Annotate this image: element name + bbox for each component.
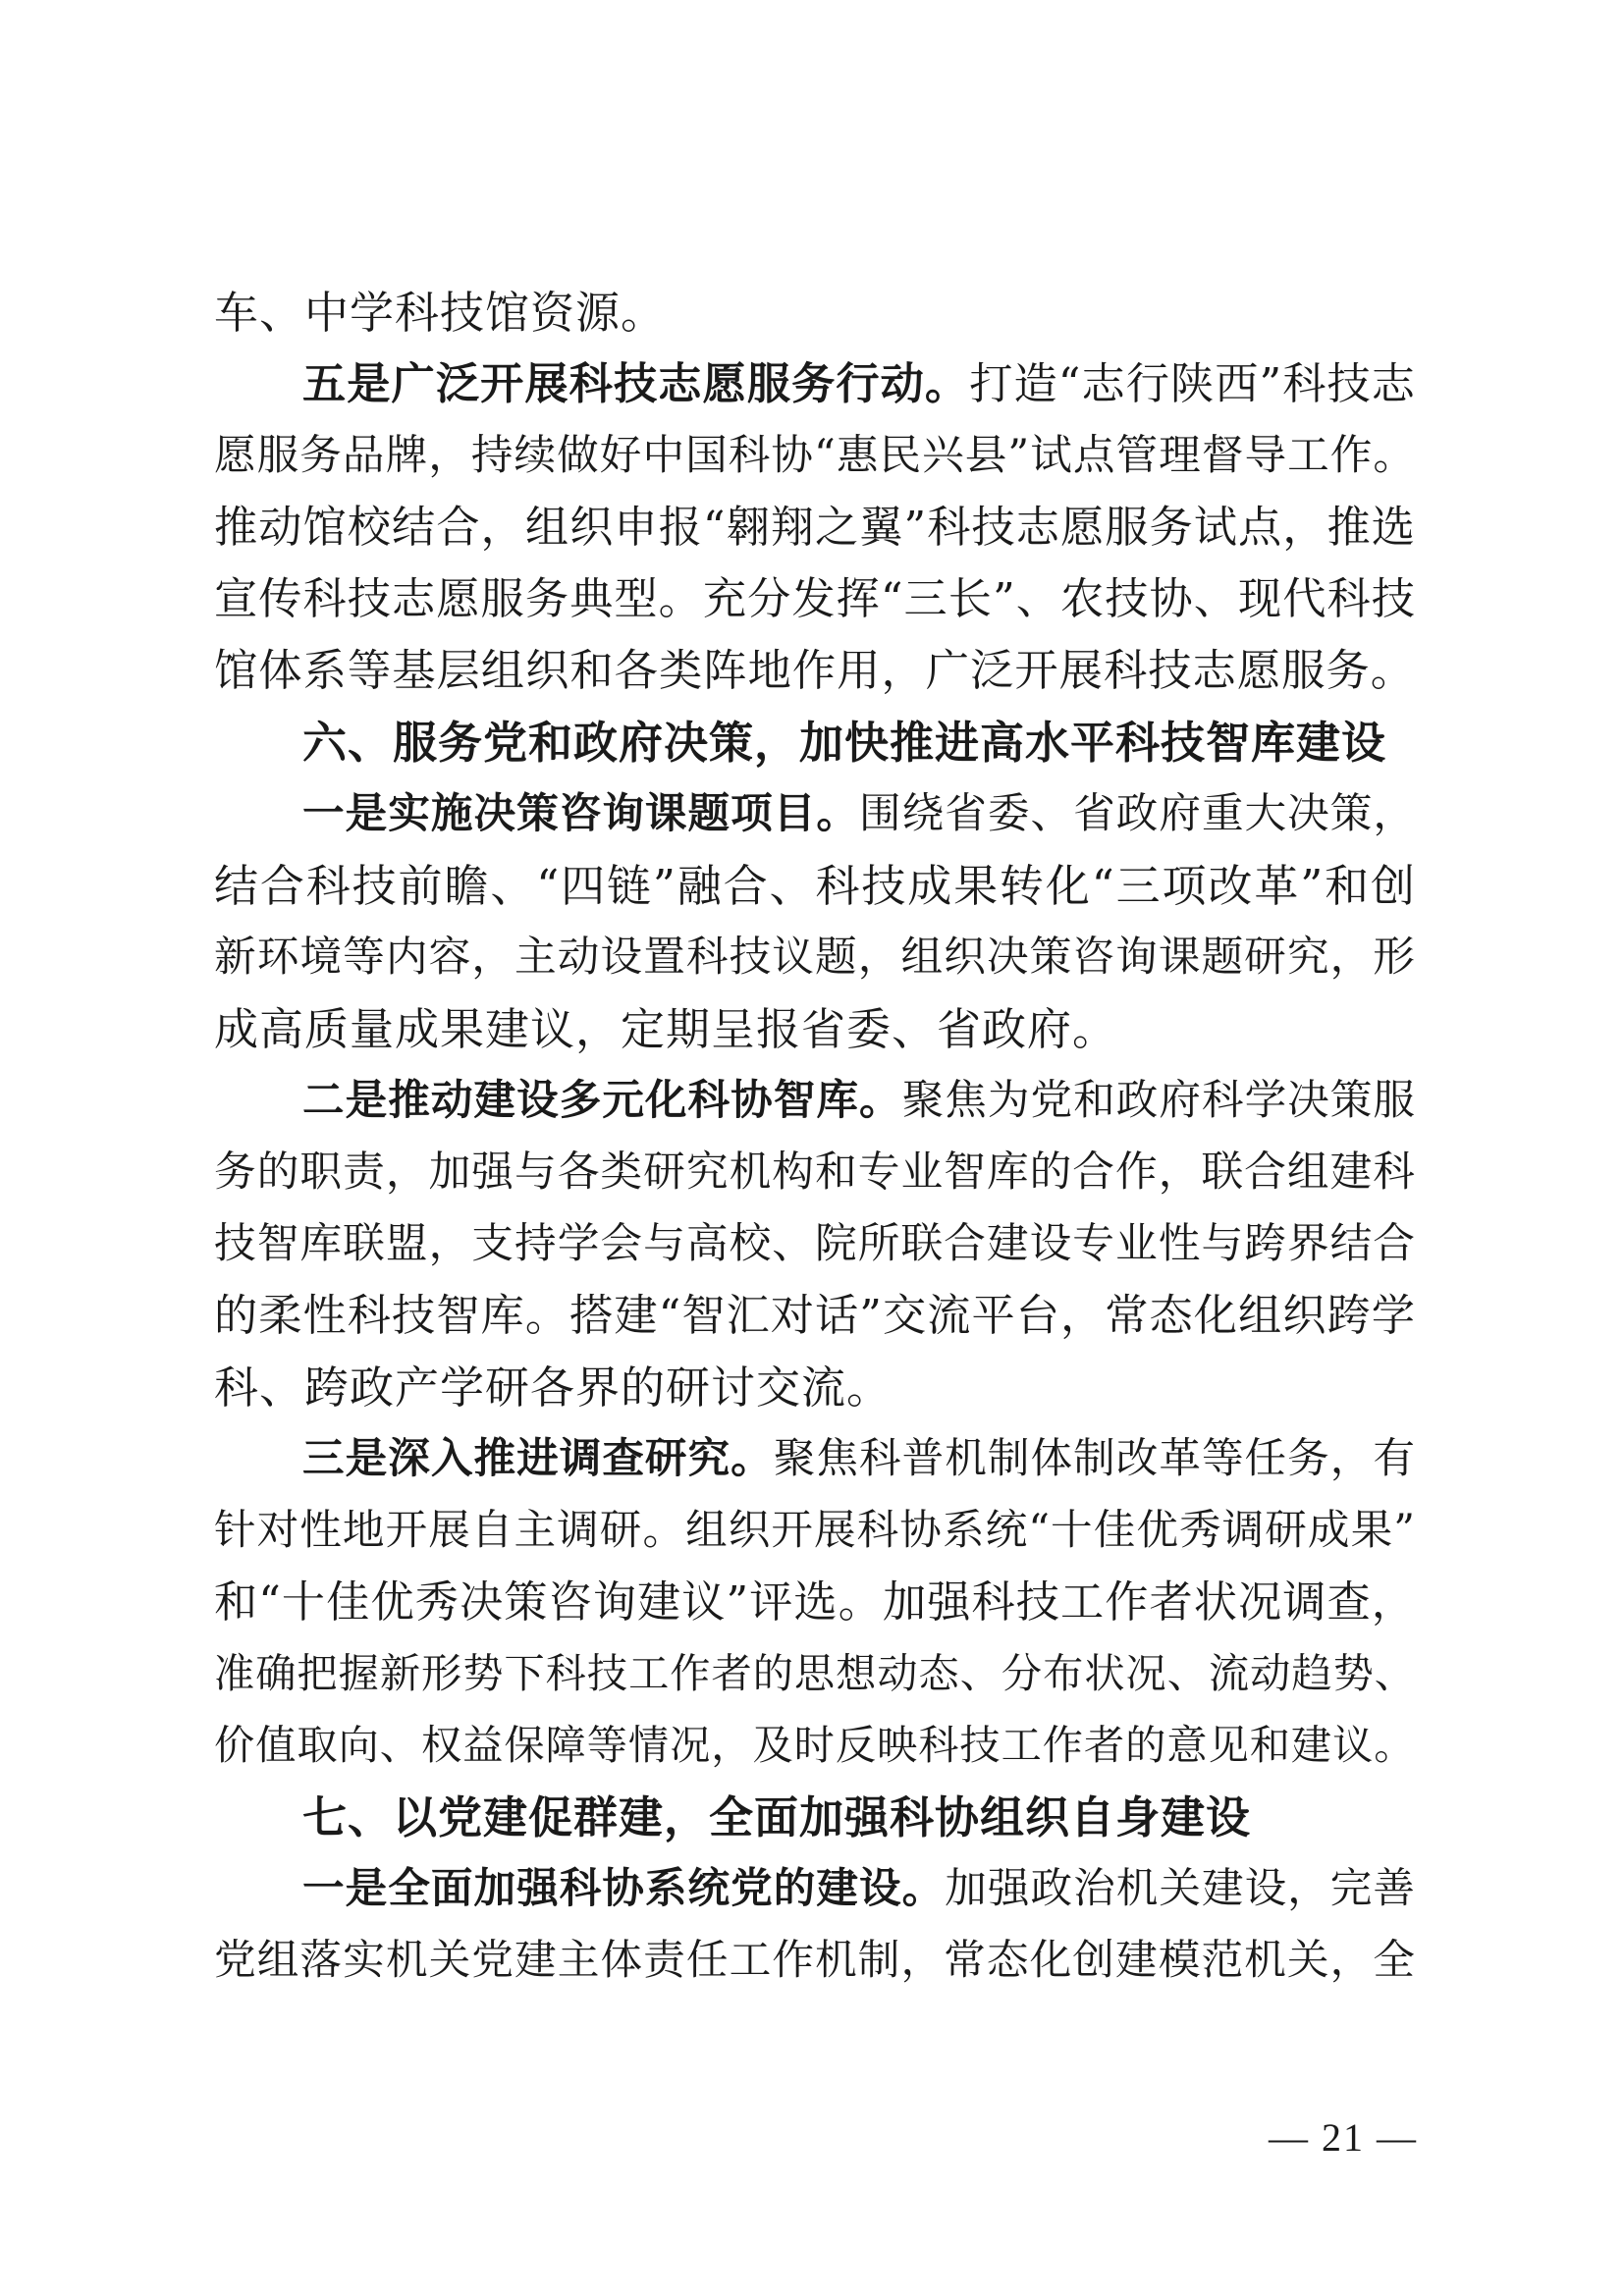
paragraph-line: 新环境等内容，主动设置科技议题，组织决策咨询课题研究，形 xyxy=(214,933,1416,982)
paragraph-lead: 二是推动建设多元化科协智库。 xyxy=(302,1076,902,1125)
paragraph-line: 的柔性科技智库。搭建“智汇对话”交流平台，常态化组织跨学 xyxy=(214,1291,1416,1341)
paragraph-text: 围绕省委、省政府重大决策， xyxy=(859,789,1417,838)
paragraph-line: 准确把握新形势下科技工作者的思想动态、分布状况、流动趋势、 xyxy=(214,1650,1416,1697)
paragraph-line: 和“十佳优秀决策咨询建议”评选。加强科技工作者状况调查， xyxy=(214,1577,1416,1628)
paragraph-line: 务的职责，加强与各类研究机构和专业智库的合作，联合组建科 xyxy=(214,1148,1416,1197)
paragraph-line: 成高质量成果建议，定期呈报省委、省政府。 xyxy=(214,1003,1118,1055)
paragraph-line: 党组落实机关党建主体责任工作机制，常态化创建模范机关，全 xyxy=(214,1936,1416,1985)
paragraph-lead: 一是全面加强科协系统党的建设。 xyxy=(302,1864,946,1913)
paragraph-line: 价值取向、权益保障等情况，及时反映科技工作者的意见和建议。 xyxy=(214,1722,1416,1769)
paragraph-line: 技智库联盟，支持学会与高校、院所联合建设专业性与跨界结合 xyxy=(214,1219,1416,1268)
paragraph-first-line xyxy=(214,348,1416,420)
paragraph-line: 车、中学科技馆资源。 xyxy=(214,287,667,339)
paragraph-first-line xyxy=(214,778,1416,850)
paragraph-lead: 五是广泛开展科技志愿服务行动。 xyxy=(302,358,970,409)
paragraph-first-line xyxy=(214,1853,1416,1925)
paragraph-line: 馆体系等基层组织和各类阵地作用，广泛开展科技志愿服务。 xyxy=(214,646,1416,696)
section-heading: 六、服务党和政府决策，加快推进高水平科技智库建设 xyxy=(302,717,1387,769)
paragraph-line: 愿服务品牌，持续做好中国科协“惠民兴县”试点管理督导工作。 xyxy=(214,431,1416,480)
section-heading: 七、以党建促群建，全面加强科协组织自身建设 xyxy=(302,1791,1252,1843)
paragraph-text: 打造“志行陕西”科技志 xyxy=(969,359,1416,409)
paragraph-lead: 一是实施决策咨询课题项目。 xyxy=(302,789,860,838)
document-body xyxy=(214,277,1416,1997)
paragraph-line: 结合科技前瞻、“四链”融合、科技成果转化“三项改革”和创 xyxy=(214,860,1416,912)
paragraph-first-line xyxy=(214,1423,1416,1495)
paragraph-line: 宣传科技志愿服务典型。充分发挥“三长”、农技协、现代科技 xyxy=(214,574,1416,624)
paragraph-text: 聚焦为党和政府科学决策服 xyxy=(901,1076,1417,1125)
paragraph-text: 加强政治机关建设，完善 xyxy=(945,1864,1417,1913)
paragraph-line: 科、跨政产学研各界的研讨交流。 xyxy=(214,1362,893,1414)
page-number: — 21 — xyxy=(1269,2115,1418,2160)
paragraph-text: 聚焦科普机制体制改革等任务，有 xyxy=(773,1434,1417,1483)
paragraph-line: 推动馆校结合，组织申报“翱翔之翼”科技志愿服务试点，推选 xyxy=(214,503,1416,553)
paragraph-lead: 三是深入推进调查研究。 xyxy=(302,1434,774,1483)
paragraph-first-line xyxy=(214,1065,1416,1137)
paragraph-line: 针对性地开展自主调研。组织开展科协系统“十佳优秀调研成果” xyxy=(214,1506,1416,1555)
